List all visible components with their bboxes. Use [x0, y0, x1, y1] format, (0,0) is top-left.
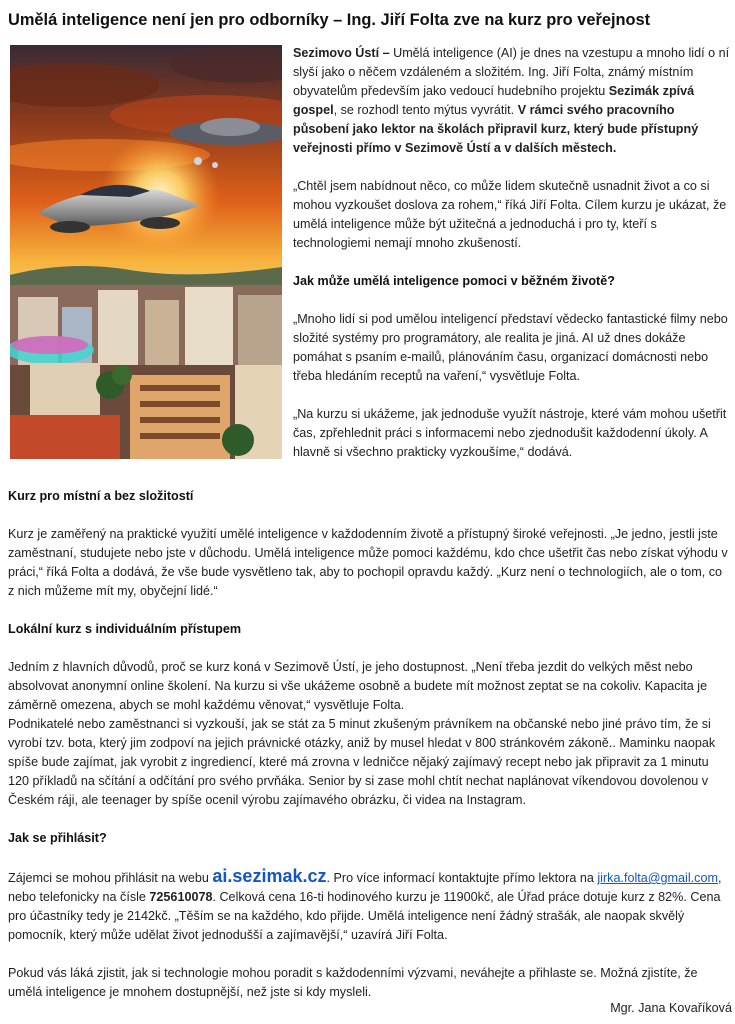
intro-paragraph-2: „Chtěl jsem nabídnout něco, co může lidem skutečně usnadnit život a co si mohou vyzkoušet doslova za rohem,“ říká Jiří Folta. Cílem kurzu je ukázat, že umělá inteligence může být užitečná a jednoduchá i pro ty, kteří s technologiemi nemají mnoho zkušeností.	[293, 179, 727, 250]
heading-individual: Lokální kurz s individuálním přístupem	[8, 622, 242, 636]
article-illustration	[10, 45, 282, 459]
heading-signup: Jak se přihlásit?	[8, 831, 107, 845]
intro-paragraph-1	[293, 44, 733, 158]
heading-help: Jak může umělá inteligence pomoci v běžném životě?	[293, 274, 615, 288]
paragraph-signup	[8, 867, 730, 945]
article-body	[8, 487, 730, 1021]
website-link[interactable]: ai.sezimak.cz	[212, 866, 327, 886]
article-title: Umělá inteligence není jen pro odborníky – Ing. Jiří Folta zve na kurz pro veřejnost	[8, 11, 651, 29]
signup-text-c: , nebo telefonicky na čísle	[8, 871, 722, 904]
intro-paragraph-3: „Mnoho lidí si pod umělou inteligencí představí vědecko fantastické filmy nebo složité systémy pro programátory, ale realita je jiná. AI už dnes dokáže pomáhat s psaním e-mailů, plánováním času, organizací domácnosti nebo třeba hledáním receptů na vaření,“ vysvětluje Folta.	[293, 312, 728, 383]
dateline: Sezimovo Ústí –	[293, 46, 390, 60]
paragraph-local-course: Kurz je zaměřený na praktické využití umělé inteligence v každodenním životě a přístupný široké veřejnosti. „Je jedno, jestli jste zaměstnaní, studujete nebo jste v důchodu. Umělá inteligence může pomoci každému, kdo chce ušetřit čas nebo získat výhodu v práci,“ říká Folta a dodává, že vše bude vysvětleno tak, aby to pochopil opravdu každý. „Kurz není o technologiích, ale o tom, co z nich můžeme mít my, obyčejní lidé.“	[8, 527, 728, 598]
paragraph-final: Pokud vás láká zjistit, jak si technologie mohou poradit s každodenními výzvami, neváhejte a přihlaste se. Možná zjistíte, že umělá inteligence je mnohem dostupnější, než jste si kdy mysleli.	[8, 966, 698, 999]
intro-text-b: , se rozhodl tento mýtus vyvrátit.	[333, 103, 518, 117]
email-link[interactable]: jirka.folta@gmail.com	[597, 871, 718, 885]
signup-text-b: . Pro více informací kontaktujte přímo lektora na	[326, 871, 598, 885]
project-name: Sezimák zpívá gospel	[293, 84, 695, 117]
signup-text-d: . Celková cena 16-ti hodinového kurzu je 11900kč, ale Úřad práce dotuje kurz z 82%. Cena pro účastníky tedy je 2142kč. „Těším se na každého, kdo přijde. Umělá inteligence není žádný strašák, ale naopak skvělý pomocník, který může udělat život jednodušší a zajímavější,“ uzavírá Jiří Folta.	[8, 890, 721, 942]
intro-column	[293, 44, 733, 481]
futuristic-city-image	[10, 45, 282, 459]
paragraph-individual-a: Jedním z hlavních důvodů, proč se kurz koná v Sezimově Ústí, je jeho dostupnost. „Není třeba jezdit do velkých měst nebo absolvovat anonymní online školení. Na kurzu si vše ukážeme osobně a budete mít možnost zeptat se na cokoliv. Kapacita je záměrně omezena, abych se mohl každému věnovat,“ vysvětluje Folta.	[8, 660, 708, 712]
intro-bold-end: V rámci svého pracovního působení jako lektor na školách připravil kurz, který bude přístupný veřejnosti přímo v Sezimově Ústí a v dalších městech.	[293, 103, 699, 155]
intro-text-a: Umělá inteligence (AI) je dnes na vzestupu a mnoho lidí o ní slyší jako o něčem vzdáleném a složitém. Ing. Jiří Folta, známý místním obyvatelům především jako vedoucí hudebního projektu	[293, 46, 730, 98]
signup-text-a: Zájemci se mohou přihlásit na webu	[8, 871, 213, 885]
author-signature: Mgr. Jana Kovaříková	[610, 1001, 732, 1015]
heading-local-course: Kurz pro místní a bez složitostí	[8, 489, 194, 503]
phone-number: 725610078	[149, 890, 213, 904]
paragraph-individual	[8, 658, 730, 810]
intro-paragraph-4: „Na kurzu si ukážeme, jak jednoduše využít nástroje, které vám mohou ušetřit čas, zpřehlednit práci s informacemi nebo zjednodušit každodenní úkoly. A hlavně si všechno prakticky vyzkoušíme,“ dodává.	[293, 407, 727, 459]
paragraph-individual-b: Podnikatelé nebo zaměstnanci si vyzkouší, jak se stát za 5 minut zkušeným právníkem na občanské nebo jiné právo tím, že si vyrobí tzv. bota, který jim zodpoví na jejich právnické otázky, aniž by musel hledat v 800 stránkovém zákoně.. Maminku naopak spíše bude zajímat, jak vyrobit z ingrediencí, které má zrovna v ledničce nějaký zajímavý recept nebo jak připravit za 1 minutu 120 příkladů na sčítání a odčítání pro svého prvňáka. Senior by si zase mohl chtít nechat naplánovat víkendovou dovolenou v Českém ráji, ale teenager by spíše ocenil výrobu zajímavého obrázku, či videa na Instagram.	[8, 717, 716, 807]
